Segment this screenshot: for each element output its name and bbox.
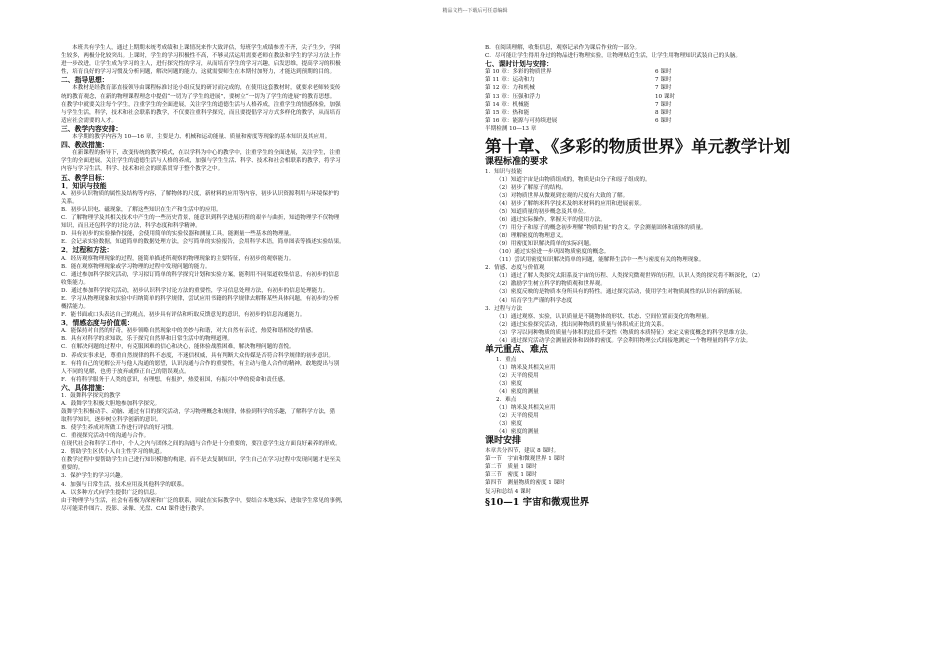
paragraph-line: 本班共有学生人，通过上期期末统考成绩和上课情况来作大致评估，每班学生成绩参差不齐，尖子生少，学困 xyxy=(72,45,341,51)
paragraph-line: 收集能力。 xyxy=(61,279,89,286)
paragraph-line: 与学生生活，科学，技术和社会联系的教学，不仅要注重科学探究，而且要提倡学习方式多样化的教学，从而培育 xyxy=(61,109,341,116)
section-heading: 2．过程和方法： xyxy=(61,246,114,255)
paragraph-line: （4）培育学生严谨的科学态度 xyxy=(496,297,573,304)
paragraph-line: A．以多种方式向学生提供广泛的信息。 xyxy=(61,489,161,496)
paragraph-line: 复习和总结 4 课时 xyxy=(485,488,532,495)
paragraph-line: （2）激励学生树立科学的物质观和世界观。 xyxy=(496,281,606,288)
unit-plan-section xyxy=(485,157,915,509)
chapter-hours: 7 课时 xyxy=(655,85,672,92)
paragraph-line: D．具有初步的实验操作技能，会使用简单的实验仪器和测量工具，能测量一些基本的物理量。 xyxy=(61,231,295,238)
chapter-hours: 7 课时 xyxy=(655,77,672,84)
paragraph-line: C．了解物理学及其相关技术中产生的一些历史背景，能意识到科学进展历程的艰辛与曲折，知道物理学不仅物理 xyxy=(61,215,340,222)
paragraph-line: 重要的。 xyxy=(61,465,84,472)
paragraph-line: 3．过程与方法 xyxy=(485,305,523,312)
paragraph-line: （3）密度 xyxy=(496,380,522,387)
paragraph-line: C．重视探究活动中的沟通与合作。 xyxy=(61,433,150,440)
paragraph-line: C．尽可能让学生得用身过的物品进行物理实验，让物理贴近生活，让学生用物理知识武装自己的头脑。 xyxy=(485,53,742,60)
paragraph-line: 在教学中就要关注每个学生，注重学生的全面进展，关注学生的道德生活与人格养成，注重学生的情感体验，加强 xyxy=(61,101,341,108)
paragraph-line: 2．情感、态度与价值观 xyxy=(485,265,545,272)
paragraph-line: （1）纳米及其相关应用 xyxy=(496,364,556,371)
paragraph-line: A．初步认识物质的属性及结构等内容，了解物体的尺度，新材料的应用等内容，初步认识资源利用与环境保护的 xyxy=(61,191,340,198)
paragraph-line: 1．知识与技能 xyxy=(485,168,523,175)
chapter-hours: 6 课时 xyxy=(655,69,672,76)
chapter-hours: 7 课时 xyxy=(655,101,672,108)
subsection-heading: 单元重点、难点 xyxy=(485,344,549,355)
paragraph-line: （2）天平的使用 xyxy=(496,413,539,420)
paragraph-line: （2）初步了解原子的结构。 xyxy=(496,184,567,191)
schedule-row xyxy=(485,117,915,125)
paragraph-line: （9）用密度知识解决简单的实际问题。 xyxy=(496,241,595,248)
schedule-row xyxy=(485,68,915,76)
paragraph-line: B．在阅读理解，收集信息，观察记录作为课后作业的一部分。 xyxy=(485,45,641,51)
paragraph-line: 知识，而且还包科学的讨论方法，科学态度和科学精神。 xyxy=(61,223,201,230)
schedule-row xyxy=(485,109,915,117)
section-heading: 1．知识与技能 xyxy=(61,181,107,190)
schedule-table xyxy=(485,68,915,124)
paragraph-line: （4）初步了解纳米科学技术及纳米材料的应用和进展前景。 xyxy=(496,200,645,207)
section-heading: 六、具体措施： xyxy=(61,383,109,392)
chapter-name: 第 15 章：热和能 xyxy=(485,109,530,116)
paragraph-line: 2．难点 xyxy=(496,397,517,404)
paragraph-line: （1）通过了解人类探究太阳系及宇宙的历程、人类探究微观世界的历程，认识人类的探究将不断深化，（2） xyxy=(496,273,764,280)
paragraph-line: （1）纳米及其相关应用 xyxy=(496,405,556,412)
paragraph-line: 本学期的教学内容为 10—16 章，主要是力、机械和运动能量、质量和密度等现象的基本知识及其应用。 xyxy=(72,134,331,141)
midterm-note: 半期检测 10—13 章 xyxy=(485,125,537,132)
paragraph-line: 生较多，两极分化较突出。上课时，学生的学习积极性不高，不够灵活运用需要老师在教法和学生的学习方法上作 xyxy=(61,53,341,60)
paragraph-line: E．学习从物理现象和实验中归纳简单的科学规律，尝试应用书籍的科学规律去解释某些具体问题，有初步的分析 xyxy=(61,295,340,302)
paragraph-line: A．能保持对自然的好奇，初步领略自然现象中的美妙与和谐，对大自然有亲近，热爱和谐相处的情感。 xyxy=(61,328,317,335)
paragraph-line: 尽可能采作图片、投影、录像、光盘、CAI 课件进行教学。 xyxy=(61,505,208,512)
paragraph-line: 概括能力。 xyxy=(61,304,89,310)
schedule-row xyxy=(485,76,915,84)
paragraph-line: 统的教育观念，在新的物理课程理念中提倡“一切为了学生的进展”，要树立“一切为了学生的进展”的教育思想。 xyxy=(61,93,336,100)
paragraph-line: 本章共分四节，建议 8 课时。 xyxy=(485,448,560,455)
paragraph-line: D．养成实事求是，尊重自然规律的科不态度，不迷信权威，具有判断大众传媒是否符合科学规律的初步意识。 xyxy=(61,352,334,359)
chapter-name: 第 12 章：力和机械 xyxy=(485,85,535,92)
paragraph-line: （7）用分子和原子的概念初步理解“物质的量”的含义。学会测量固体和液体的质量。 xyxy=(496,225,707,232)
paragraph-line: E．会记录实验数据，知道简单的数据处理方法，会写简单的实验报告，会用科学术语，简单图表等描述实验结果。 xyxy=(61,239,345,246)
chapter-name: 第 16 章：能源与可持续进展 xyxy=(485,117,558,124)
left-column xyxy=(61,44,471,513)
paragraph-line: 第四节 测量物质的密度 1 课时 xyxy=(485,480,565,487)
paragraph-line: （2）天平的使用 xyxy=(496,372,539,379)
section-heading: 三、教学内容安排： xyxy=(61,124,123,133)
schedule-row xyxy=(485,93,915,101)
paragraph-line: 进一步改进，让学生成为学习的主人，进行探究性的学习，从而培育学生的学习兴趣，启发思维，提高学习的积极 xyxy=(61,61,341,68)
paragraph-line: 本教材是经教育部直接领导由课程标准讨论小组反复的研讨而完成的，在使用这套教材时，就要求老师转变传 xyxy=(72,85,341,92)
paragraph-line: （2）通过实验探究活动，找出同种物质的质量与体积成正比的关系。 xyxy=(496,321,668,328)
paragraph-line: 由于物理学与生活，社会有着极为深密和广泛的联系，因此在实际教学中，要结合本地实际，进取学生常见的事例， xyxy=(61,497,347,504)
chapter-name: 第 10 章：多彩的物质世界 xyxy=(485,69,552,76)
paragraph-line: 取科学知识，逐步树立科学创新的意识。 xyxy=(61,417,162,424)
paragraph-line: 鼓舞学生积极动手、动脑、通过有目的探究活动，学习物理概念和规律，体验到科学的乐趣，了解科学方法，猎 xyxy=(61,409,336,416)
paragraph-line: 内容与学习生活，科学、技术和社会的联系贯穿于整个教学之中。 xyxy=(61,166,224,173)
chapter-name: 第 14 章：机械能 xyxy=(485,101,530,108)
paragraph-line: 1．重点 xyxy=(496,356,517,363)
page-header: 精品文档---下载后可任意编辑 xyxy=(442,8,508,14)
paragraph-line: F．有将科学服务于人类的意识，有理想，有报护，热爱祖国，有振兴中华的使命和责任感。 xyxy=(61,376,289,383)
paragraph-line: （11）尝试用密度知识解决简单的问题，能解释生活中一些与密度有关的物理现象。 xyxy=(496,257,705,264)
paragraph-line: 4．加强与日常生活，技术应用及其他科学的联系。 xyxy=(61,481,188,488)
section-heading: 二、指导思想： xyxy=(61,76,109,85)
lesson-heading: §10—1 宇宙和微观世界 xyxy=(485,496,590,508)
paragraph-line: （5）知道质量的初步概念及其单位。 xyxy=(496,209,590,215)
paragraph-line: 第三节 密度 1 课时 xyxy=(485,472,537,479)
paragraph-line: B．初步认识电、磁现象，了解这些知识在生产和生活中的应用。 xyxy=(61,207,222,214)
paragraph-line: （1）知道宇宙是由物质组成的，物质是由分子和原子组成的。 xyxy=(496,176,651,183)
paragraph-line: B．具有对科学的求知欲，乐于探究自然界和日常生活中的物理道理。 xyxy=(61,336,233,343)
chapter-name: 第 13 章：压强和浮力 xyxy=(485,93,541,100)
paragraph-line: （6）通过实际操作，掌握天平的使用方法。 xyxy=(496,217,606,224)
chapter-hours: 6 课时 xyxy=(655,117,672,124)
paragraph-line: （4）密度的测量 xyxy=(496,429,539,436)
paragraph-line: C．在解决问题的过程中，有克服困难的信心和决心，能体验战胜困难，解决物理问题的喜悦。 xyxy=(61,344,295,351)
paragraph-line: 适应社会需要的人才。 xyxy=(61,117,117,124)
paragraph-line: （8）理解密度的物理意义。 xyxy=(496,233,567,240)
paragraph-line: 在现代社会和科学工作中，个人之内与团体之间的沟通与合作是十分重要的，要注意学生这方面良好素养的形成。 xyxy=(61,441,341,448)
paragraph-line: 在教学过程中要帮助学生自己进行知识模地的构建，而不是去复制知识，学生自己在学习过程中发现问题才是至关 xyxy=(61,457,341,464)
paragraph-line: C．通过参加科学探究活动，学习拟订简单的科学探究计划和实验方案，能利用不同渠道收集信息，有初步的信息 xyxy=(61,271,340,278)
paragraph-line: 学生的全面进展，关注学生的道德生活与人格的养成，加强与学生生活、科学、技术和社会相联系的教学，将学习 xyxy=(61,158,341,165)
paragraph-line: 人不同的见解，也勇于放弃或修正自己的错误观点。 xyxy=(61,368,190,375)
paragraph-line: （3）密度反映的是物质本身所具有的特性。通过探究活动，使用学生对物质属性的认识有新的拓展。 xyxy=(496,289,746,296)
paragraph-line: 第一节 宇宙和微观世界 1 课时 xyxy=(485,456,565,463)
paragraph-line: （4）密度的测量 xyxy=(496,388,539,395)
paragraph-line: 2．帮助学生区伏小入自主性学习的轨道。 xyxy=(61,449,166,456)
paragraph-line: E．有将自己的见解公开与他人沟通的愿望，认识沟通与合作的重要性，有主动与他人合作的精神，敢地提出与别 xyxy=(61,360,340,367)
paragraph-line: （3）密度 xyxy=(496,421,522,428)
chapter-name: 第 11 章：运动和力 xyxy=(485,77,535,84)
chapter-hours: 10 课时 xyxy=(655,93,676,100)
paragraph-line: F．能书面或口头表达自己的观点，初步具有评估和听取反馈意见的意识，有初步的信息沟通能力。 xyxy=(61,312,306,319)
paragraph-line: 在新课程的指导下，改变传统的教学模式，在以学科为中心的教学中，注重学生的全面进展，关注学生，注重 xyxy=(72,150,341,157)
paragraph-line: （1）通过观察、实验，认识质量是不随物体的形状、状态、空间位置而变化的物理量。 xyxy=(496,313,713,320)
schedule-row xyxy=(485,101,915,109)
schedule-row xyxy=(485,84,915,92)
paragraph-line: B．能在观察物理现象或学习物理的过程中发现问题的能力。 xyxy=(61,263,211,270)
paragraph-line: 性，培育良好的学习习惯及分析问题，解决问题的能力，这就需要师生在本期付加努力，才能达到预期的目的。 xyxy=(61,69,336,76)
paragraph-line: （10）通过实验进一步巩固物质密度的概念。 xyxy=(496,249,610,256)
chapter-hours: 8 课时 xyxy=(655,109,672,116)
paragraph-line: A．鼓舞学生积极大胆地参加科学探究。 xyxy=(61,401,161,408)
paragraph-line: B．使学生养成对所做工作进行评估的好习惯。 xyxy=(61,425,177,432)
unit-title: 第十章、《多彩的物质世界》单元教学计划 xyxy=(485,136,791,156)
paragraph-line: D．通过参加科学探究活动，初步认识科学讨论方法的重要性，学习信息处理方法，有初步的信息处理能力。 xyxy=(61,287,329,294)
subsection-heading: 课时安排 xyxy=(485,436,522,447)
paragraph-line: A．经历观察物理现象的过程，能简单描述所观察的物理现象的主要特征，有初步的观察能力。 xyxy=(61,255,295,262)
paragraph-line: 3．保护学生的学习兴趣。 xyxy=(61,473,127,480)
paragraph-line: （3）对物质世界从微观到宏观的尺度有大致的了解。 xyxy=(496,192,629,199)
paragraph-line: 1．鼓舞科学探究的教学 xyxy=(61,393,121,400)
subsection-heading: 课程标准的要求 xyxy=(485,156,549,167)
right-top-section xyxy=(485,44,915,68)
section-heading: 3．情感态度与价值观： xyxy=(61,319,134,328)
paragraph-line: 第二节 质量 1 课时 xyxy=(485,464,537,471)
right-column xyxy=(485,44,915,509)
paragraph-line: 关系。 xyxy=(61,199,78,206)
paragraph-line: （3）学习以同种物质的质量与体积的比值不变性（物质的本质特征）来定义密度概念的科学思维方法。 xyxy=(496,329,752,336)
section-heading: 四、教改措施： xyxy=(61,141,109,150)
section-heading: 五、教学目标： xyxy=(61,173,109,182)
paragraph-line: （4）通过探究活动学会测量液体和固体的密度。学会利用物理公式间接地测定一个物理量的科学方法。 xyxy=(496,337,752,344)
section-heading: 七、课时计划与安排： xyxy=(485,60,553,69)
